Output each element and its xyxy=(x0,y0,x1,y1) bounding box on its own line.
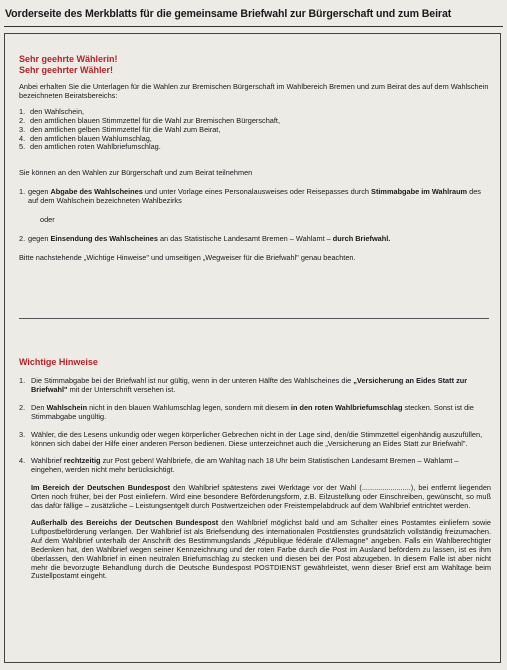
hint-4: 4. Wahlbrief rechtzeitig zur Post geben! Wahlbriefe, die am Wahltag nach 18 Uhr beim Statistischen Landesamt Bremen – Wahlamt – eingehen, werden nicht mehr berücksichtigt. xyxy=(19,456,459,475)
title-rule xyxy=(4,26,503,27)
participation-option-2: 2. gegen Einsendung des Wahlscheines an das Statistische Landesamt Bremen – Wahlamt – durch Briefwahl. xyxy=(19,233,391,243)
list-item: 3. den amtlichen gelben Stimmzettel für die Wahl zum Beirat, xyxy=(19,124,221,134)
letter-body xyxy=(19,54,492,263)
participation-option-1: 1. gegen Abgabe des Wahlscheines und unter Vorlage eines Personalausweises oder Reisepasses durch Stimmabgabe im Wahlraum des auf dem Wahlschein bezeichneten Wahlbezirks xyxy=(19,187,481,206)
documents-list xyxy=(19,108,492,153)
participation-lead: Sie können an den Wahlen zur Bürgerschaft und zum Beirat teilnehmen xyxy=(19,168,253,178)
section-divider xyxy=(19,318,489,319)
intro-paragraph: Anbei erhalten Sie die Unterlagen für die Wahlen zur Bremischen Bürgerschaft im Wahlbereich Bremen und zum Beirat des auf dem Wahlschein bezeichneten Beiratsbereichs: xyxy=(19,82,489,100)
closing-note: Bitte nachstehende „Wichtige Hinweise" und umseitigen „Wegweiser für die Briefwahl" genau beachten. xyxy=(19,252,356,262)
or-label: oder xyxy=(40,215,55,225)
hint-abroad-post: Außerhalb des Bereichs der Deutschen Bundespost den Wahlbrief möglichst bald und am Schalter eines Postamtes einliefern sowie Luftpostbeförderung verlangen. Der Wahlbrief ist als Briefsendung des internationalen Postdienstes grundsätzlich vollständig freizumachen. Auf dem Wahlbrief unterhalb der Anschrift des Bestimmungslands „République fédérale d'Allemagne" angeben. Falls ein Wahlberechtigter Bedenken hat, den Wahlbrief wegen seiner Kennzeichnung und der roten Farbe durch die Post im Ausland befördern zu lassen, ist es ihm überlassen, den Wahlbrief in einen neutralen Briefumschlag zu stecken und diesen bei der Post abzugeben. In diesem Falle ist aber nicht mehr die bevorzugte Behandlung durch die Deutsche Bundespost POSTDIENST gewährleistet, wenn dieser Brief erst am Wahltage beim Zustellpostamt eingeht. xyxy=(31,517,491,581)
list-item: 2. den amtlichen blauen Stimmzettel für die Wahl zur Bremischen Bürgerschaft, xyxy=(19,115,280,125)
hint-3: 3. Wähler, die des Lesens unkundig oder wegen körperlicher Gebrechen nicht in der Lage sind, den/die Stimmzettel eigenhändig auszufüllen, können sich dabei der Hilfe einer anderen Person bedienen. Diese unterzeichnet auch die „Versicherung an Eides Statt zur Briefwahl". xyxy=(19,429,483,448)
hint-domestic-post: Im Bereich der Deutschen Bundespost den Wahlbrief spätestens zwei Werktage vor der Wahl (........................), bei entfernt liegenden Orten noch früher, bei der Post einliefern. Wird eine besondere Beförderungsform, z.B. Eilzustellung oder Einschreiben, gewünscht, so muß das dafür fällige – zusätzliche – Leistungsentgelt durch Postwertzeichen oder Freistempelabdruck auf dem Wahlbrief entrichtet werden. xyxy=(31,483,491,511)
hints-list xyxy=(19,377,491,589)
hint-2: 2. Den Wahlschein nicht in den blauen Wahlumschlag legen, sondern mit diesem in den roten Wahlbriefumschlag stecken. Sonst ist die Stimmabgabe ungültig. xyxy=(19,402,474,421)
greeting-female: Sehr geehrte Wählerin! xyxy=(19,54,118,64)
page-title: Vorderseite des Merkblatts für die gemeinsame Briefwahl zur Bürgerschaft und zum Beirat xyxy=(5,8,452,20)
greeting-male: Sehr geehrter Wähler! xyxy=(19,65,114,75)
hints-title: Wichtige Hinweise xyxy=(19,357,98,367)
list-item: 4. den amtlichen blauen Wahlumschlag, xyxy=(19,133,152,143)
hint-1: 1. Die Stimmabgabe bei der Briefwahl ist nur gültig, wenn in der unteren Hälfte des Wahlscheines die „Versicherung an Eides Statt zur Briefwahl" mit der Unterschrift versehen ist. xyxy=(19,376,468,394)
list-item: 5. den amtlichen roten Wahlbriefumschlag. xyxy=(19,142,161,152)
list-item: 1. den Wahlschein, xyxy=(19,106,85,116)
